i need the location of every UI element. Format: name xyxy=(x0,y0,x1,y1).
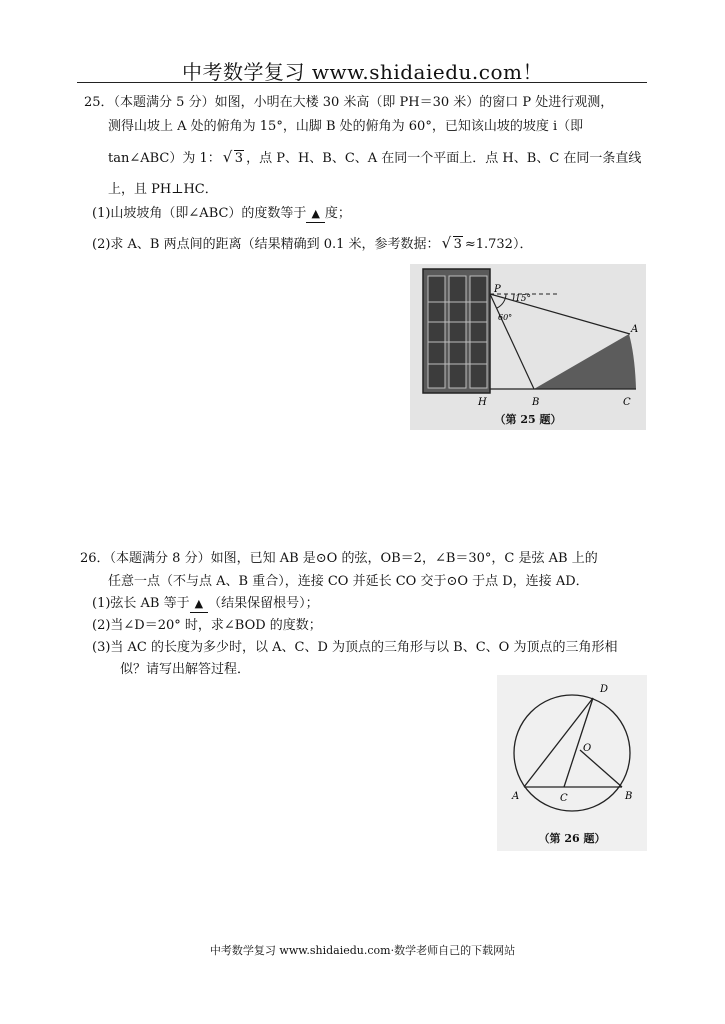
answer-blank: ▲ xyxy=(306,205,324,223)
header-rule xyxy=(77,82,647,83)
figure-25-caption: （第 25 题） xyxy=(494,413,562,426)
label-d: D xyxy=(600,684,609,695)
label-o: O xyxy=(583,743,592,754)
page-header-title: 中考数学复习 www.shidaiedu.com！ xyxy=(182,60,543,84)
q26-line-2: 任意一点（不与点 A、B 重合），连接 CO 并延长 CO 交于⊙O 于点 D，连接 AD． xyxy=(108,574,589,589)
answer-blank: ▲ xyxy=(190,595,208,613)
label-a: A xyxy=(631,324,639,335)
figure-25-diagram xyxy=(410,264,646,430)
label-a: A xyxy=(512,791,520,802)
label-h: H xyxy=(478,397,487,408)
q25-part-1: (1)山坡坡角（即∠ABC）的度数等于 ▲ 度； xyxy=(92,206,351,221)
figure-26-caption: （第 26 题） xyxy=(538,832,606,845)
figure-26 xyxy=(497,675,647,851)
label-15: 15° xyxy=(515,294,531,304)
label-b: B xyxy=(532,397,540,408)
figure-25 xyxy=(410,264,646,430)
q25-line-2: 测得山坡上 A 处的俯角为 15°，山脚 B 处的俯角为 60°，已知该山坡的坡度 i（即 xyxy=(108,119,584,134)
figure-26-diagram xyxy=(497,675,647,851)
q25-part-2: (2)求 A、B 两点间的距离（结果精确到 0.1 米，参考数据：√ 3 ≈1.732）． xyxy=(92,236,532,253)
q25-line-3-start: tan∠ABC）为 1： xyxy=(108,151,221,166)
q25-line-1: 25．（本题满分 5 分）如图，小明在大楼 30 米高（即 PH＝30 米）的窗口 P 处进行观测， xyxy=(84,95,614,110)
q25-line-3-end: ，点 P、H、B、C、A 在同一个平面上．点 H、B、C 在同一条直线 xyxy=(246,151,642,166)
q26-part-3: (3)当 AC 的长度为多少时，以 A、C、D 为顶点的三角形与以 B、C、O 为顶点的三角形相 xyxy=(92,640,618,655)
q25-ref-sqrt: √ 3 xyxy=(442,236,463,253)
page-footer: 中考数学复习 www.shidaiedu.com·数学老师自己的下载网站 xyxy=(209,944,516,957)
q26-part-2: (2)当∠D＝20° 时，求∠BOD 的度数； xyxy=(92,618,322,633)
label-b: B xyxy=(625,791,633,802)
label-60: 60° xyxy=(498,313,513,322)
label-p: P xyxy=(494,284,501,295)
building-windows xyxy=(428,276,487,388)
q26-part-1: (1)弦长 AB 等于 ▲ （结果保留根号）； xyxy=(92,596,319,611)
label-c: C xyxy=(560,793,568,804)
q25-sqrt: √ 3 xyxy=(223,150,244,167)
q26-part-3-cont: 似？请写出解答过程． xyxy=(120,662,251,677)
label-c: C xyxy=(623,397,631,408)
q25-line-3 xyxy=(108,150,641,167)
q26-line-1: 26．（本题满分 8 分）如图，已知 AB 是⊙O 的弦，OB＝2，∠B＝30°，C 是弦 AB 上的 xyxy=(80,551,598,566)
q25-line-4: 上，且 PH⊥HC． xyxy=(108,182,218,197)
